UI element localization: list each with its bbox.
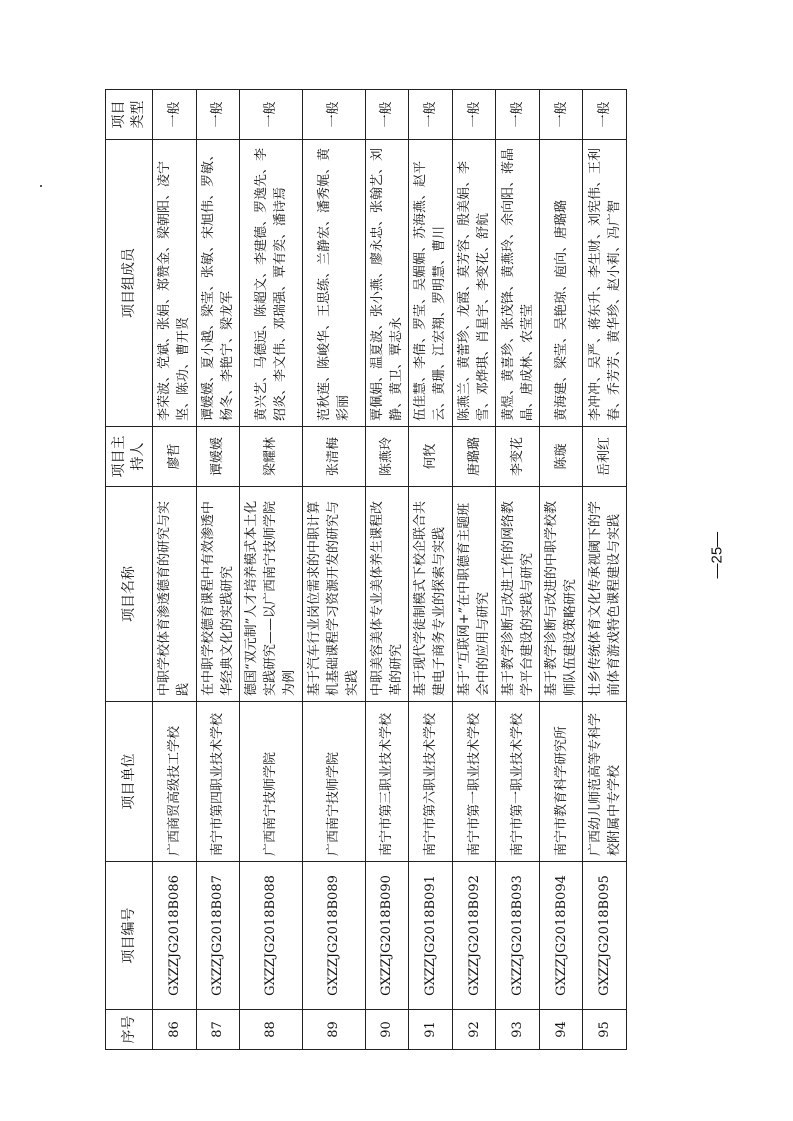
cell-name: 基于现代学徒制模式下校企联合共建电子商务专业的探索与实践	[409, 487, 453, 702]
cell-type: 一般	[452, 90, 496, 140]
cell-seq: 87	[196, 1010, 240, 1050]
cell-code: GXZZJG2018B091	[409, 862, 453, 1010]
rotated-table-container	[105, 90, 627, 1050]
cell-type: 一般	[240, 90, 303, 140]
cell-type: 一般	[539, 90, 583, 140]
header-code: 项目编号	[106, 862, 153, 1010]
cell-unit: 南宁市第三职业技术学校	[365, 702, 409, 862]
cell-name: 德国“双元制”人才培养模式本土化实践研究——以广西南宁技师学院为例	[240, 487, 303, 702]
cell-unit: 南宁市第四职业技术学校	[196, 702, 240, 862]
cell-seq: 92	[452, 1010, 496, 1050]
cell-seq: 90	[365, 1010, 409, 1050]
cell-unit: 广西南宁技师学院	[302, 702, 365, 862]
cell-seq: 93	[496, 1010, 540, 1050]
cell-code: GXZZJG2018B088	[240, 862, 303, 1010]
cell-members: 李荣波、党斌、张娟、郑赞金、梁朝阳、凌宁坚、陈功、曹开贤	[153, 140, 197, 427]
cell-code: GXZZJG2018B087	[196, 862, 240, 1010]
cell-unit: 南宁市第一职业技术学校	[496, 702, 540, 862]
cell-type: 一般	[153, 90, 197, 140]
cell-members: 黄兴艺、马德远、陈超文、李建德、罗逸先、李绍炎、李文伟、邓瑞强、覃有奕、潘诗焉	[240, 140, 303, 427]
cell-type: 一般	[496, 90, 540, 140]
page-number: —25—	[708, 531, 726, 579]
cell-seq: 94	[539, 1010, 583, 1050]
cell-unit: 南宁市教育科学研究所	[539, 702, 583, 862]
table-row	[365, 90, 409, 1050]
cell-members: 伍佳慧、李倩、罗莹、吴媚媚、苏海燕、赵平云、黄珊、江宏翔、罗明慧、曹川	[409, 140, 453, 427]
cell-host: 何牧	[409, 427, 453, 487]
cell-unit: 南宁市第六职业技术学校	[409, 702, 453, 862]
cell-unit: 广西南宁技师学院	[240, 702, 303, 862]
cell-unit: 广西商贸高级技工学校	[153, 702, 197, 862]
cell-seq: 86	[153, 1010, 197, 1050]
cell-host: 张清梅	[302, 427, 365, 487]
cell-seq: 88	[240, 1010, 303, 1050]
header-seq: 序号	[106, 1010, 153, 1050]
table-row	[496, 90, 540, 1050]
table-row	[153, 90, 197, 1050]
cell-members: 范秋莲、陈峻华、王思练、兰静宏、潘秀娓、黄彩丽	[302, 140, 365, 427]
header-members: 项目组成员	[106, 140, 153, 427]
cell-host: 陈璇	[539, 427, 583, 487]
cell-name: 基于教学诊断与改进的中职学校教师队伍建设策略研究	[539, 487, 583, 702]
cell-host: 岳利红	[583, 427, 627, 487]
cell-name: 中职学校体育渗透德育的研究与实践	[153, 487, 197, 702]
header-name: 项目名称	[106, 487, 153, 702]
cell-code: GXZZJG2018B089	[302, 862, 365, 1010]
table-header-row	[106, 90, 153, 1050]
cell-code: GXZZJG2018B093	[496, 862, 540, 1010]
cell-name: 基于“互联网+”在中职德育主题班会中的应用与研究	[452, 487, 496, 702]
cell-host: 廖哲	[153, 427, 197, 487]
cell-name: 基于教学诊断与改进工作的网络教学平台建设的实践与研究	[496, 487, 540, 702]
header-type: 项目类型	[106, 90, 153, 140]
scan-speck	[40, 185, 42, 187]
cell-host: 李变花	[496, 427, 540, 487]
header-host: 项目主持人	[106, 427, 153, 487]
cell-name: 在中职学校德育课程中有效渗透中华经典文化的实践研究	[196, 487, 240, 702]
table-row	[196, 90, 240, 1050]
cell-type: 一般	[409, 90, 453, 140]
cell-name: 基于汽车行业岗位需求的中职计算机基础课程学习资源开发的研究与实践	[302, 487, 365, 702]
cell-members: 谭媛媛、夏小越、梁莹、张敏、宋旭伟、罗敏、杨冬、李艳宁、梁龙军	[196, 140, 240, 427]
table-row	[583, 90, 627, 1050]
cell-host: 梁耀林	[240, 427, 303, 487]
cell-type: 一般	[302, 90, 365, 140]
cell-type: 一般	[583, 90, 627, 140]
table-row	[240, 90, 303, 1050]
cell-unit: 广西幼儿师范高等专科学校附属中专学校	[583, 702, 627, 862]
cell-members: 黄海建、梁莹、吴艳琼、庖向、唐璐璐	[539, 140, 583, 427]
header-unit: 项目单位	[106, 702, 153, 862]
table-row	[409, 90, 453, 1050]
cell-host: 谭媛媛	[196, 427, 240, 487]
cell-code: GXZZJG2018B094	[539, 862, 583, 1010]
cell-seq: 89	[302, 1010, 365, 1050]
table-row	[539, 90, 583, 1050]
cell-code: GXZZJG2018B090	[365, 862, 409, 1010]
cell-seq: 91	[409, 1010, 453, 1050]
project-table	[105, 89, 627, 1050]
cell-members: 陈燕兰、黄蕾珍、龙霞、莫芳容、殷美娟、李雪、邓烨琪、肖星宇、李变花、舒航	[452, 140, 496, 427]
cell-host: 唐璐璐	[452, 427, 496, 487]
cell-name: 壮乡传统体育文化传承视阈下的学前体育游戏特色课程建设与实践	[583, 487, 627, 702]
table-row	[302, 90, 365, 1050]
cell-code: GXZZJG2018B092	[452, 862, 496, 1010]
cell-host: 陈燕玲	[365, 427, 409, 487]
cell-members: 李冲冲、吴严、蒋东升、李生财、刘宪伟、王利春、乔芳芳、黄华珍、赵小莉、冯广智	[583, 140, 627, 427]
cell-seq: 95	[583, 1010, 627, 1050]
cell-unit: 南宁市第一职业技术学校	[452, 702, 496, 862]
table-row	[452, 90, 496, 1050]
cell-type: 一般	[365, 90, 409, 140]
cell-members: 黄煜、黄喜珍、张茂锋、黄燕玲、余向阳、蒋晶晶、唐成林、农莹莹	[496, 140, 540, 427]
cell-members: 覃佩娟、温夏波、张小燕、廖永忠、张翰艺、刘静、黄卫、覃志永	[365, 140, 409, 427]
cell-name: 中职美容美体专业美体养生课程改革的研究	[365, 487, 409, 702]
cell-code: GXZZJG2018B086	[153, 862, 197, 1010]
cell-type: 一般	[196, 90, 240, 140]
cell-code: GXZZJG2018B095	[583, 862, 627, 1010]
